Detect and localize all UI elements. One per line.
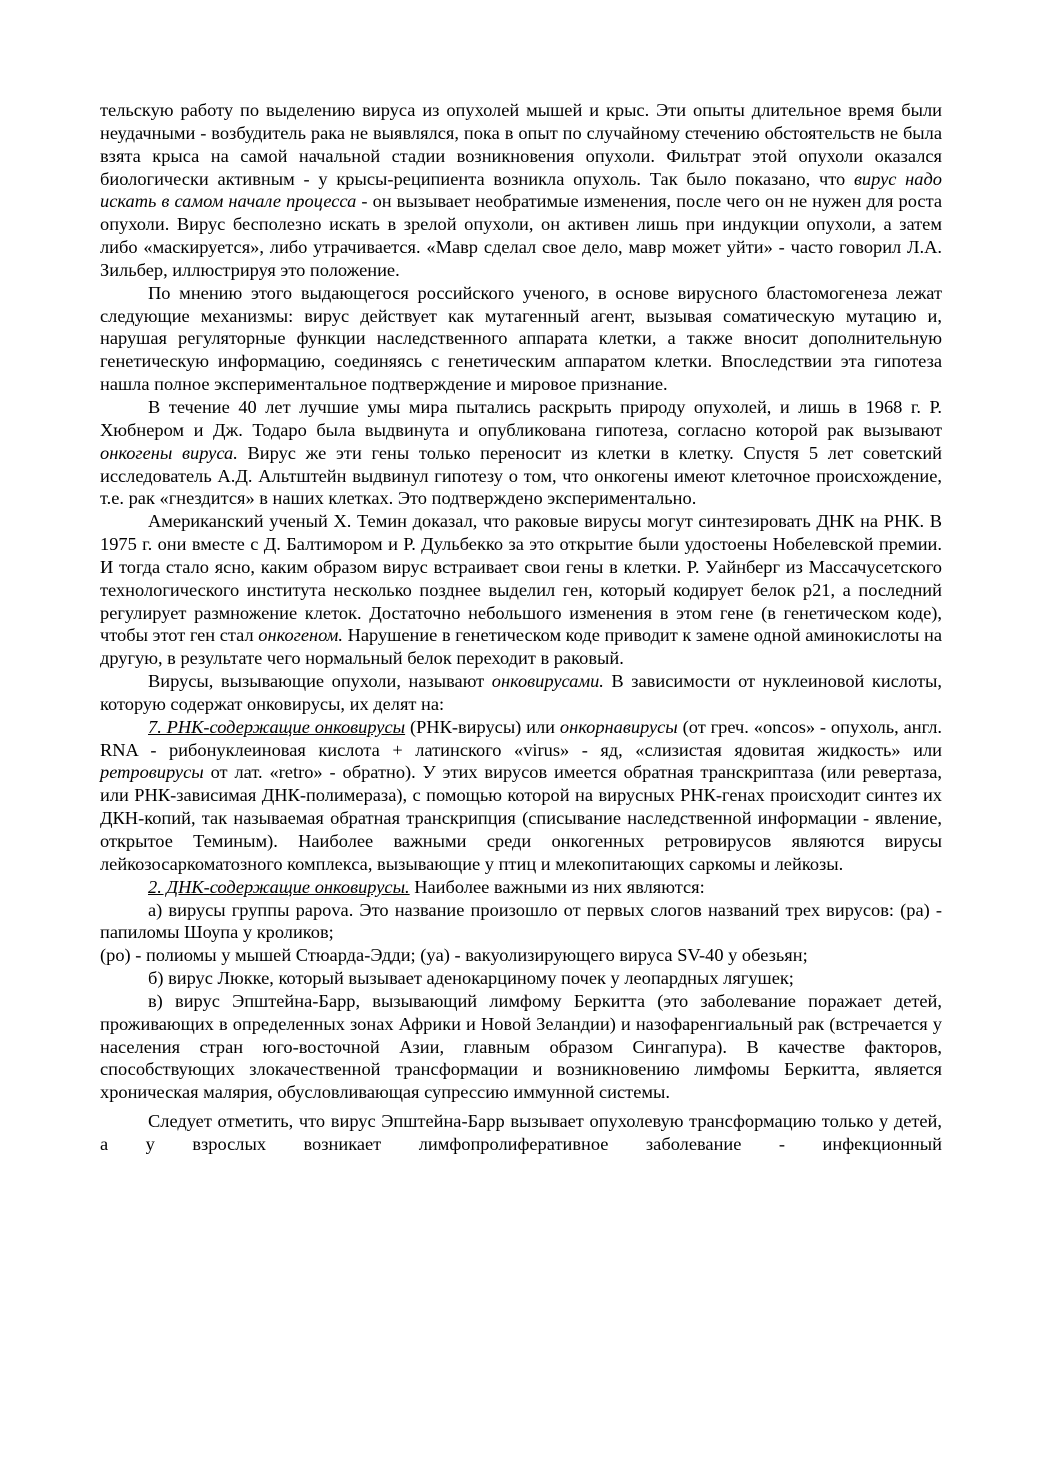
- paragraph-12: [100, 1110, 942, 1156]
- paragraph-8: [100, 899, 942, 945]
- paragraph-12-text: Следует отметить, что вирус Эпштейна-Барр вызывает опухолевую трансформацию только у детей, а у взрослых возникает лимфопролиферативное заболевание - инфекционный: [100, 1111, 942, 1154]
- paragraph-2: [100, 282, 942, 396]
- paragraph-6-text: 7. РНК-содержащие онковирусы (РНК-вирусы) или онкорнавирусы (от греч. «oncos» - опухоль, англ. RNA - рибонуклеиновая кислота + латинского «virus» - яд, «слизистая ядовитая жидкость» или ретровирусы от лат. «retro» - обратно). У этих вирусов имеется обратная транскриптаза (или ревертаза, или РНК-зависимая ДНК-полимераза), с помощью которой на вирусных РНК-генах происходит синтез их ДКН-копий, так называемая обратная транскрипция (списывание наследственной информации - явление, открытое Теминым). Наиболее важными среди онкогенных ретровирусов являются вирусы лейкозосаркоматозного комплекса, вызывающие у птиц и млекопитающих саркомы и лейкозы.: [100, 716, 943, 874]
- paragraph-11-text: в) вирус Эпштейна-Барр, вызывающий лимфому Беркитта (это заболевание поражает детей, проживающих в определенных зонах Африки и Новой Зеландии) и назофаренгиальный рак (встречается у населения стран юго-восточной Азии, главным образом Сингапура). В качестве факторов, способствующих злокачественной трансформации и возникновению лимфомы Беркитта, является хроническая малярия, обусловливающая супрессию иммунной системы.: [100, 990, 942, 1103]
- paragraph-7-text: 2. ДНК-содержащие онковирусы. Наиболее важными из них являются:: [148, 876, 705, 897]
- paragraph-2-text: По мнению этого выдающегося российского ученого, в основе вирусного бластомогенеза лежат следующие механизмы: вирус действует как мутагенный агент, вызывая соматическую мутацию и, нарушая регуляторные функции наследственного аппарата клетки, а также вносит дополнительную генетическую информацию, соединяясь с генетическим аппаратом клетки. Впоследствии эта гипотеза нашла полное экспериментальное подтверждение и мировое признание.: [100, 282, 942, 395]
- paragraph-5-text: Вирусы, вызывающие опухоли, называют онковирусами. В зависимости от нуклеиновой кислоты, которую содержат онковирусы, их делят на:: [100, 671, 942, 714]
- paragraph-10: [100, 967, 942, 990]
- paragraph-9-text: (po) - полиомы у мышей Стюарда-Эдди; (ya) - вакуолизирующего вируса SV-40 у обезьян;: [100, 945, 808, 966]
- paragraph-10-text: б) вирус Люкке, который вызывает аденокарциному почек у леопардных лягушек;: [148, 968, 794, 989]
- paragraph-1-text: тельскую работу по выделению вируса из опухолей мышей и крыс. Эти опыты длительное время были неудачными - возбудитель рака не выявлялся, пока в опыт по случайному стечению обстоятельств не была взята крыса на самой начальной стадии возникновения опухоли. Фильтрат этой опухоли оказался биологически активным - у крысы-реципиента возникла опухоль. Так было показано, что вирус надо искать в самом начале процесса - он вызывает необратимые изменения, после чего он не нужен для роста опухоли. Вирус бесполезно искать в зрелой опухоли, он активен лишь при индукции опухоли, а затем либо «маскируется», либо утрачивается. «Мавр сделал свое дело, мавр может уйти» - часто говорил Л.А. Зильбер, иллюстрируя это положение.: [100, 100, 942, 280]
- paragraph-11: [100, 990, 942, 1104]
- paragraph-8-text: а) вирусы группы papova. Это название произошло от первых слогов названий трех вирусов: (pa) - папиломы Шоупа у кроликов;: [100, 899, 942, 943]
- paragraph-4: [100, 510, 942, 670]
- paragraph-5: [100, 670, 942, 716]
- paragraph-6: [100, 716, 942, 876]
- paragraph-4-text: Американский ученый Х. Темин доказал, что раковые вирусы могут синтезировать ДНК на РНК. В 1975 г. они вместе с Д. Балтимором и Р. Дульбекко за это открытие были удостоены Нобелевской премии. И тогда стало ясно, каким образом вирус встраивает свои гены в клетки. Р. Уайнберг из Массачусетского технологического института несколько позднее выделил ген, который кодирует белок p21, а последний регулирует размножение клеток. Достаточно небольшого изменения в этом гене (в генетическом коде), чтобы этот ген стал онкогеном. Нарушение в генетическом коде приводит к замене одной аминокислоты на другую, в результате чего нормальный белок переходит в раковый.: [100, 511, 943, 669]
- paragraph-9: [100, 944, 942, 967]
- paragraph-7: [100, 876, 942, 899]
- document-page: [100, 99, 942, 1156]
- paragraph-1: [100, 99, 942, 282]
- paragraph-3: [100, 396, 942, 510]
- paragraph-3-text: В течение 40 лет лучшие умы мира пытались раскрыть природу опухолей, и лишь в 1968 г. Р. Хюбнером и Дж. Тодаро была выдвинута и опубликована гипотеза, согласно которой рак вызывают онкогены вируса. Вирус же эти гены только переносит из клетки в клетку. Спустя 5 лет советский исследователь А.Д. Альтштейн выдвинул гипотезу о том, что онкогены имеют клеточное происхождение, т.е. рак «гнездится» в наших клетках. Это подтверждено экспериментально.: [100, 396, 943, 509]
